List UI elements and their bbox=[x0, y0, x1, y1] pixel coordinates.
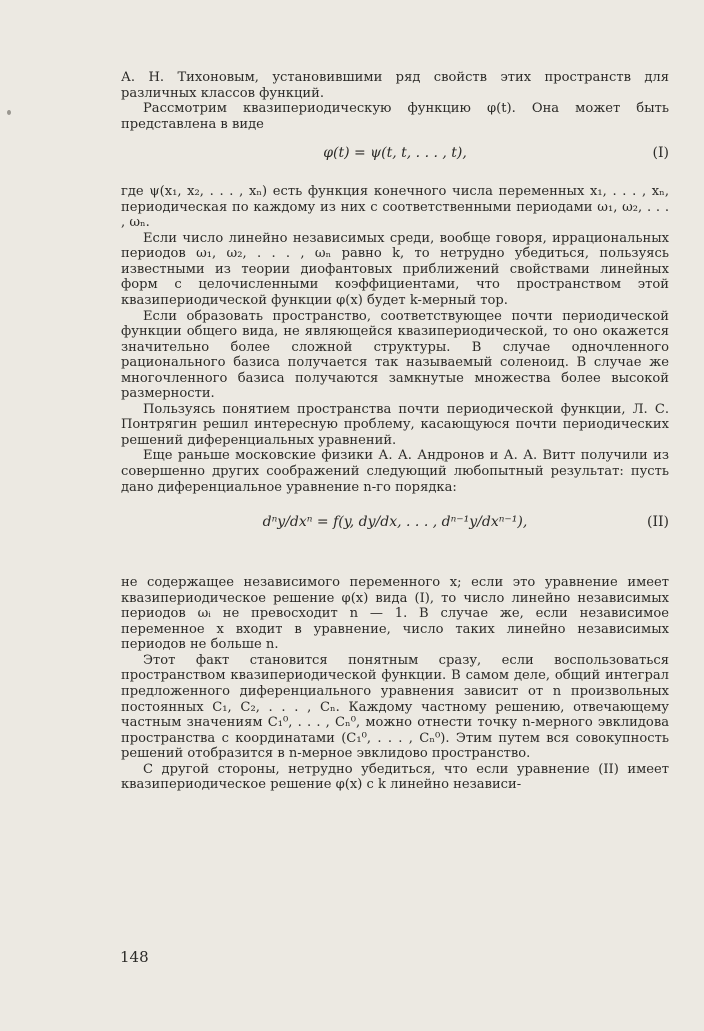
paragraph: Этот факт становится понятным сразу, если воспользоваться пространством квазипериодической функции. В самом деле, общий интеграл предложенного диференциального уравнения зависит от n произвольных постоянных C₁, C₂, . . . , Cₙ. Каждому частному решению, отвечающему частным значениям C₁⁰, . . . , Cₙ⁰, можно отнести точку n-мерного эвклидова пространства с координатами (C₁⁰, . . . , Cₙ⁰). Этим путем вся совокупность решений отобразится в n-мерное эвклидово пространство. bbox=[121, 652, 669, 762]
paragraph: А. Н. Тихоновым, установившими ряд свойств этих пространств для различных классов функций. bbox=[121, 70, 669, 101]
equation-2-number: (II) bbox=[647, 514, 669, 531]
margin-mark bbox=[7, 110, 11, 115]
equation-2-body: dⁿy/dxⁿ = f(y, dy/dx, . . . , dⁿ⁻¹y/dxⁿ⁻¹), bbox=[262, 514, 528, 531]
paragraph: Рассмотрим квазипериодическую функцию φ(t). Она может быть представлена в виде bbox=[121, 101, 669, 132]
equation-1 bbox=[121, 142, 669, 172]
equation-2 bbox=[121, 501, 669, 555]
paragraph: Если образовать пространство, соответствующее почти периодической функции общего вида, не являющейся квазипериодической, то оно окажется значительно более сложной структуры. В случае одночленного рационального базиса получается так называемый соленоид. В случае же многочленного базиса получаются замкнутые множества более высокой размерности. bbox=[121, 308, 669, 402]
paragraph: Еще раньше московские физики А. А. Андронов и А. А. Витт получили из совершенно других соображений следующий любопытный результат: пусть дано диференциальное уравнение n-го порядка: bbox=[121, 448, 669, 495]
paragraph: где ψ(x₁, x₂, . . . , xₙ) есть функция конечного числа переменных x₁, . . . , xₙ, периодическая по каждому из них с соответственными периодами ω₁, ω₂, . . . , ωₙ. bbox=[121, 184, 669, 231]
paragraph: Если число линейно независимых среди, вообще говоря, иррациональных периодов ω₁, ω₂, . . . , ωₙ равно k, то нетрудно убедиться, пользуясь известными из теории диофантовых приближений свойствами линейных форм с целочисленными коэффициентами, что пространством этой квазипериодической функции φ(x) будет k-мерный тор. bbox=[121, 230, 669, 309]
paragraph: Пользуясь понятием пространства почти периодической функции, Л. С. Понтрягин решил интересную проблему, касающуюся почти периодических решений диференциальных уравнений. bbox=[121, 401, 669, 448]
paragraph: не содержащее независимого переменного x; если это уравнение имеет квазипериодическое решение φ(x) вида (I), то число линейно независимых периодов ωᵢ не превосходит n — 1. В случае же, если независимое переменное x входит в уравнение, число таких линейно независимых периодов не больше n. bbox=[121, 575, 669, 653]
equation-1-number: (I) bbox=[652, 145, 669, 162]
paragraph: С другой стороны, нетрудно убедиться, что если уравнение (II) имеет квазипериодическое решение φ(x) с k линейно независи- bbox=[121, 761, 669, 793]
equation-1-body: φ(t) = ψ(t, t, . . . , t), bbox=[323, 145, 467, 162]
main-text bbox=[121, 70, 669, 793]
page-number: 148 bbox=[120, 948, 149, 966]
